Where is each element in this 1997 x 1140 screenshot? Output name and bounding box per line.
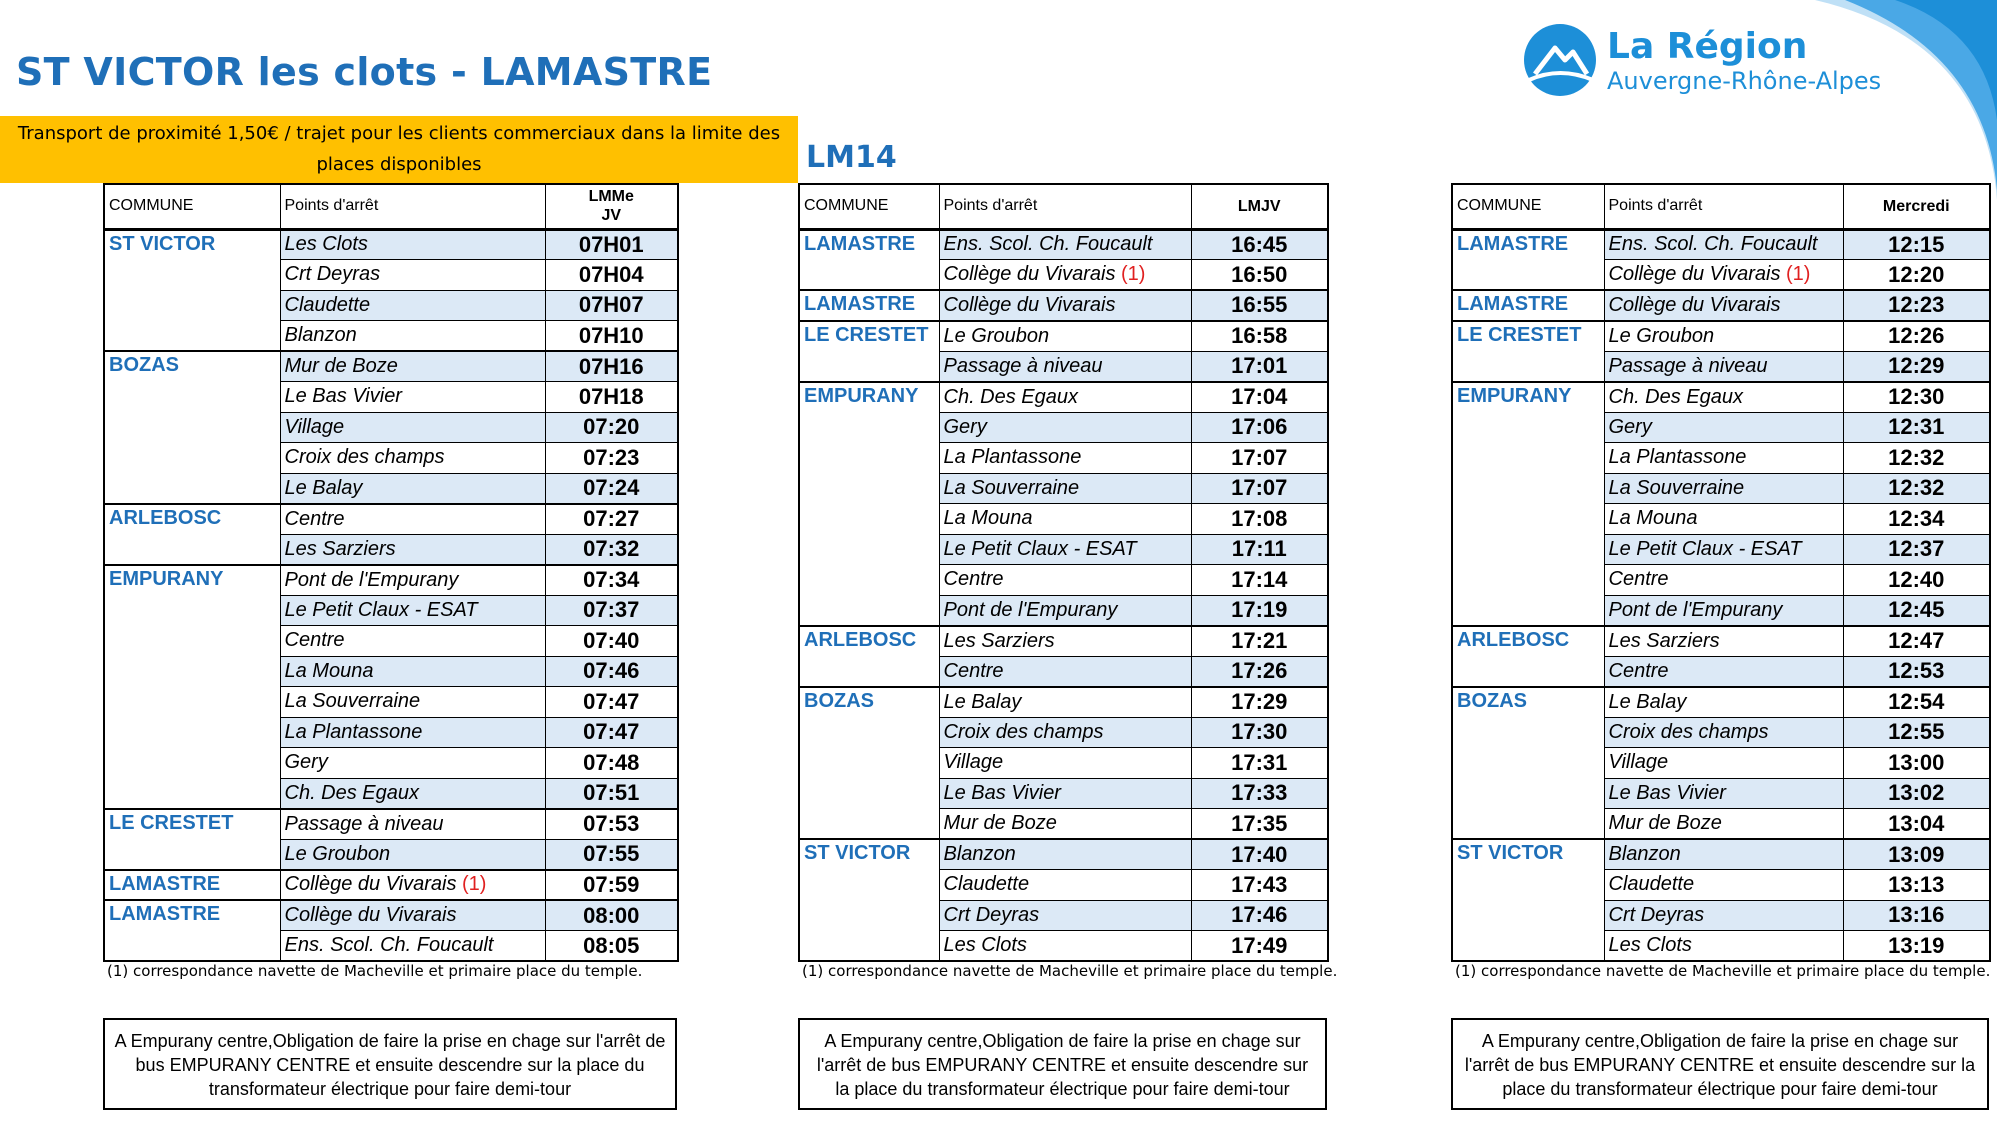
departure-time: 07:40 — [545, 626, 678, 657]
stop-label: Village — [1608, 751, 1669, 774]
stop-name — [1604, 260, 1843, 291]
departure-time: 17:06 — [1191, 412, 1328, 443]
table-row — [1452, 839, 1990, 870]
stop-name — [1604, 931, 1843, 962]
stop-label: Claudette — [284, 293, 371, 316]
stop-name — [939, 595, 1191, 626]
stop-label: Crt Deyras — [1608, 903, 1705, 926]
empurany-info-box-3: A Empurany centre,Obligation de faire la prise en chage sur l'arrêt de bus EMPURANY CENTRE et ensuite descendre sur la place du transformateur électrique pour faire demi-tour — [1451, 1018, 1989, 1110]
logo-text-name: Auvergne-Rhône-Alpes — [1607, 67, 1882, 95]
commune-cell: LE CRESTET — [1452, 321, 1604, 382]
stop-label: Les Sarziers — [284, 537, 396, 560]
stop-name — [939, 717, 1191, 748]
footnote-1: (1) correspondance navette de Macheville et primaire place du temple. — [107, 962, 643, 980]
stop-name — [1604, 809, 1843, 840]
stop-name — [280, 687, 545, 718]
stop-name — [1604, 748, 1843, 779]
header-stop: Points d'arrêt — [1604, 184, 1843, 229]
departure-time: 12:23 — [1843, 290, 1990, 321]
departure-time: 12:34 — [1843, 504, 1990, 535]
stop-name — [280, 534, 545, 565]
commune-cell: ST VICTOR — [1452, 839, 1604, 961]
stop-name — [1604, 473, 1843, 504]
stop-name — [939, 809, 1191, 840]
commune-cell: BOZAS — [799, 687, 939, 840]
departure-time: 07:59 — [545, 870, 678, 901]
commune-cell: LAMASTRE — [799, 290, 939, 321]
stop-label: Ch. Des Egaux — [943, 385, 1079, 408]
commune-cell: LAMASTRE — [1452, 229, 1604, 290]
stop-name — [939, 412, 1191, 443]
commune-cell: LAMASTRE — [799, 229, 939, 290]
departure-time: 07:47 — [545, 687, 678, 718]
stop-label: Le Balay — [1608, 690, 1687, 713]
stop-label: Croix des champs — [1608, 720, 1769, 743]
departure-time: 12:45 — [1843, 595, 1990, 626]
stop-name — [939, 351, 1191, 382]
stop-name — [939, 626, 1191, 657]
stop-label: Croix des champs — [943, 720, 1104, 743]
stop-name — [939, 260, 1191, 291]
stop-name — [280, 809, 545, 840]
departure-time: 12:54 — [1843, 687, 1990, 718]
stop-label: Les Sarziers — [1608, 629, 1720, 652]
stop-label: Pont de l'Empurany — [943, 598, 1118, 621]
stop-name — [939, 748, 1191, 779]
table-row — [799, 839, 1328, 870]
departure-time: 12:26 — [1843, 321, 1990, 352]
stop-label: Collège du Vivarais — [1608, 293, 1781, 316]
departure-time: 17:21 — [1191, 626, 1328, 657]
stop-label: Le Balay — [943, 690, 1022, 713]
stop-label: Les Clots — [284, 233, 368, 256]
departure-time: 07:34 — [545, 565, 678, 596]
departure-time: 07:51 — [545, 778, 678, 809]
departure-time: 17:43 — [1191, 870, 1328, 901]
stop-name — [280, 260, 545, 291]
departure-time: 12:20 — [1843, 260, 1990, 291]
table-header-row — [104, 184, 678, 229]
departure-time: 07H18 — [545, 382, 678, 413]
stop-name — [1604, 443, 1843, 474]
stop-name — [1604, 229, 1843, 260]
stop-label: Crt Deyras — [943, 903, 1040, 926]
stop-label: Collège du Vivarais — [943, 293, 1116, 316]
stop-name — [1604, 717, 1843, 748]
stop-name — [1604, 351, 1843, 382]
stop-name — [280, 443, 545, 474]
stop-label: La Plantassone — [284, 720, 423, 743]
stop-name — [280, 778, 545, 809]
stop-name — [939, 504, 1191, 535]
table-row — [799, 290, 1328, 321]
stop-name — [1604, 534, 1843, 565]
table-row — [104, 565, 678, 596]
stop-label: Centre — [1608, 659, 1669, 682]
header-days — [545, 184, 678, 229]
stop-label: Ch. Des Egaux — [1608, 385, 1744, 408]
departure-time: 13:13 — [1843, 870, 1990, 901]
stop-label: Collège du Vivarais — [284, 873, 457, 896]
stop-label: Le Bas Vivier — [284, 385, 402, 408]
line-code: LM14 — [806, 140, 897, 175]
table-row — [104, 229, 678, 260]
empurany-info-box-1: A Empurany centre,Obligation de faire la prise en chage sur l'arrêt de bus EMPURANY CENTRE et ensuite descendre sur la place du transformateur électrique pour faire demi-tour — [103, 1018, 677, 1110]
timetable-st-victor-lamastre — [103, 183, 679, 962]
stop-name — [1604, 778, 1843, 809]
stop-label: Pont de l'Empurany — [1608, 598, 1783, 621]
stop-label: Le Petit Claux - ESAT — [284, 598, 478, 621]
header-stop: Points d'arrêt — [939, 184, 1191, 229]
departure-time: 07:55 — [545, 839, 678, 870]
commune-cell: LAMASTRE — [1452, 290, 1604, 321]
stop-name — [939, 565, 1191, 596]
stop-label: Blanzon — [1608, 843, 1681, 865]
stop-name — [280, 717, 545, 748]
departure-time: 07:37 — [545, 595, 678, 626]
departure-time: 07:48 — [545, 748, 678, 779]
departure-time: 13:02 — [1843, 778, 1990, 809]
stop-name — [939, 778, 1191, 809]
departure-time: 17:19 — [1191, 595, 1328, 626]
stop-name — [280, 626, 545, 657]
departure-time: 17:14 — [1191, 565, 1328, 596]
stop-label: La Souverraine — [943, 476, 1080, 499]
timetable-lamastre-st-victor-lmjv — [798, 183, 1329, 962]
stop-name — [939, 900, 1191, 931]
departure-time: 16:50 — [1191, 260, 1328, 291]
stop-label: La Souverraine — [1608, 476, 1745, 499]
table-row — [1452, 321, 1990, 352]
stop-name — [280, 351, 545, 382]
stop-label: Le Groubon — [943, 324, 1050, 347]
stop-label: Passage à niveau — [943, 354, 1103, 377]
stop-name — [280, 473, 545, 504]
departure-time: 07H16 — [545, 351, 678, 382]
stop-name — [1604, 382, 1843, 413]
stop-label: Mur de Boze — [943, 812, 1057, 834]
stop-label: Les Clots — [1608, 934, 1692, 956]
commune-cell: BOZAS — [1452, 687, 1604, 840]
stop-name — [1604, 870, 1843, 901]
logo-text-region: La Région — [1607, 26, 1808, 67]
departure-time: 13:04 — [1843, 809, 1990, 840]
departure-time: 07:53 — [545, 809, 678, 840]
stop-name — [280, 382, 545, 413]
stop-label: La Mouna — [1608, 507, 1698, 530]
commune-cell: ARLEBOSC — [1452, 626, 1604, 687]
stop-name — [280, 290, 545, 321]
stop-name — [1604, 321, 1843, 352]
stop-label: Claudette — [943, 873, 1030, 896]
stop-name — [1604, 656, 1843, 687]
header-days-line2: JV — [601, 207, 622, 225]
table-header-row — [1452, 184, 1990, 229]
table-header-row — [799, 184, 1328, 229]
stop-label: Ch. Des Egaux — [284, 781, 420, 804]
stop-name — [939, 321, 1191, 352]
stop-name — [280, 595, 545, 626]
fare-notice: Transport de proximité 1,50€ / trajet pour les clients commerciaux dans la limite des places disponibles — [0, 116, 798, 183]
departure-time: 07H04 — [545, 260, 678, 291]
departure-time: 12:47 — [1843, 626, 1990, 657]
departure-time: 17:08 — [1191, 504, 1328, 535]
commune-cell: EMPURANY — [104, 565, 280, 809]
header-days — [1191, 184, 1328, 229]
stop-label: Village — [284, 415, 345, 438]
stop-label: Croix des champs — [284, 446, 445, 469]
stop-label: Collège du Vivarais — [943, 263, 1116, 285]
table-row — [1452, 229, 1990, 260]
commune-cell: ST VICTOR — [104, 229, 280, 351]
commune-cell: EMPURANY — [1452, 382, 1604, 626]
table-row — [104, 900, 678, 931]
commune-cell: ST VICTOR — [799, 839, 939, 961]
departure-time: 16:45 — [1191, 229, 1328, 260]
stop-name — [939, 656, 1191, 687]
stop-name — [1604, 595, 1843, 626]
header-commune: COMMUNE — [1452, 184, 1604, 229]
stop-label: Ens. Scol. Ch. Foucault — [284, 934, 494, 956]
stop-name — [939, 229, 1191, 260]
departure-time: 13:16 — [1843, 900, 1990, 931]
stop-label: Pont de l'Empurany — [284, 568, 459, 591]
header-commune: COMMUNE — [104, 184, 280, 229]
stop-name — [939, 473, 1191, 504]
stop-label: Le Petit Claux - ESAT — [943, 537, 1137, 560]
departure-time: 12:32 — [1843, 473, 1990, 504]
stop-label: Mur de Boze — [1608, 812, 1722, 834]
table-row — [1452, 687, 1990, 718]
table-row — [104, 809, 678, 840]
stop-label: Centre — [1608, 568, 1669, 591]
table-row — [799, 321, 1328, 352]
commune-cell: LAMASTRE — [104, 870, 280, 901]
stop-note: (1) — [462, 873, 487, 896]
stop-note: (1) — [1121, 263, 1146, 285]
stop-name — [1604, 565, 1843, 596]
departure-time: 07:32 — [545, 534, 678, 565]
commune-cell: LE CRESTET — [799, 321, 939, 382]
stop-label: Passage à niveau — [284, 812, 444, 835]
departure-time: 17:35 — [1191, 809, 1328, 840]
departure-time: 08:05 — [545, 931, 678, 962]
departure-time: 07H01 — [545, 229, 678, 260]
departure-time: 17:29 — [1191, 687, 1328, 718]
departure-time: 08:00 — [545, 900, 678, 931]
header-days-line1: LMJV — [1237, 197, 1281, 215]
stop-name — [1604, 626, 1843, 657]
departure-time: 12:40 — [1843, 565, 1990, 596]
stop-label: Le Balay — [284, 476, 363, 499]
page-title: ST VICTOR les clots - LAMASTRE — [16, 50, 713, 94]
stop-label: Les Clots — [943, 934, 1027, 956]
commune-cell: EMPURANY — [799, 382, 939, 626]
header-days-line1: LMMe — [588, 188, 634, 206]
departure-time: 17:07 — [1191, 443, 1328, 474]
stop-label: Le Bas Vivier — [1608, 781, 1726, 804]
departure-time: 07:20 — [545, 412, 678, 443]
departure-time: 07:46 — [545, 656, 678, 687]
stop-label: Collège du Vivarais — [1608, 263, 1781, 285]
stop-note: (1) — [1786, 263, 1811, 285]
departure-time: 17:49 — [1191, 931, 1328, 962]
departure-time: 17:04 — [1191, 382, 1328, 413]
stop-name — [1604, 687, 1843, 718]
stop-name — [280, 900, 545, 931]
stop-label: Le Petit Claux - ESAT — [1608, 537, 1802, 560]
stop-label: Gery — [284, 751, 328, 774]
stop-label: Ens. Scol. Ch. Foucault — [1608, 233, 1818, 256]
departure-time: 12:15 — [1843, 229, 1990, 260]
stop-label: La Mouna — [284, 659, 374, 682]
departure-time: 17:40 — [1191, 839, 1328, 870]
departure-time: 12:37 — [1843, 534, 1990, 565]
stop-label: Collège du Vivarais — [284, 904, 457, 926]
table-row — [799, 382, 1328, 413]
table-row — [104, 870, 678, 901]
table-row — [1452, 382, 1990, 413]
departure-time: 07:24 — [545, 473, 678, 504]
stop-label: Centre — [284, 507, 345, 530]
stop-name — [939, 290, 1191, 321]
stop-label: La Souverraine — [284, 690, 421, 713]
stop-label: Centre — [284, 629, 345, 652]
header-commune: COMMUNE — [799, 184, 939, 229]
empurany-info-box-2: A Empurany centre,Obligation de faire la prise en chage sur l'arrêt de bus EMPURANY CENTRE et ensuite descendre sur la place du transformateur électrique pour faire demi-tour — [798, 1018, 1327, 1110]
commune-cell: LAMASTRE — [104, 900, 280, 961]
stop-label: Le Groubon — [1608, 324, 1715, 347]
stop-label: Les Sarziers — [943, 629, 1055, 652]
header-days-line1: Mercredi — [1882, 197, 1950, 215]
departure-time: 17:30 — [1191, 717, 1328, 748]
stop-label: Blanzon — [284, 324, 357, 346]
table-row — [104, 351, 678, 382]
stop-name — [939, 443, 1191, 474]
table-row — [1452, 290, 1990, 321]
stop-name — [280, 748, 545, 779]
stop-name — [939, 534, 1191, 565]
stop-label: Centre — [943, 659, 1004, 682]
departure-time: 07:47 — [545, 717, 678, 748]
departure-time: 16:55 — [1191, 290, 1328, 321]
departure-time: 13:09 — [1843, 839, 1990, 870]
stop-label: Claudette — [1608, 873, 1695, 896]
departure-time: 16:58 — [1191, 321, 1328, 352]
stop-label: Passage à niveau — [1608, 354, 1768, 377]
departure-time: 12:55 — [1843, 717, 1990, 748]
departure-time: 12:30 — [1843, 382, 1990, 413]
departure-time: 17:01 — [1191, 351, 1328, 382]
departure-time: 17:46 — [1191, 900, 1328, 931]
departure-time: 17:33 — [1191, 778, 1328, 809]
timetable-lamastre-st-victor-mercredi — [1451, 183, 1991, 962]
stop-name — [939, 870, 1191, 901]
stop-name — [1604, 839, 1843, 870]
stop-label: La Plantassone — [1608, 446, 1747, 469]
stop-name — [280, 565, 545, 596]
departure-time: 17:31 — [1191, 748, 1328, 779]
table-row — [799, 229, 1328, 260]
stop-name — [1604, 900, 1843, 931]
table-row — [104, 504, 678, 535]
departure-time: 12:29 — [1843, 351, 1990, 382]
stop-name — [280, 504, 545, 535]
stop-label: La Mouna — [943, 507, 1033, 530]
stop-name — [280, 229, 545, 260]
departure-time: 12:53 — [1843, 656, 1990, 687]
stop-name — [1604, 504, 1843, 535]
departure-time: 13:00 — [1843, 748, 1990, 779]
stop-name — [939, 687, 1191, 718]
stop-label: Village — [943, 751, 1004, 774]
departure-time: 13:19 — [1843, 931, 1990, 962]
departure-time: 12:32 — [1843, 443, 1990, 474]
table-row — [799, 626, 1328, 657]
departure-time: 17:07 — [1191, 473, 1328, 504]
footnote-2: (1) correspondance navette de Macheville et primaire place du temple. — [802, 962, 1338, 980]
departure-time: 17:11 — [1191, 534, 1328, 565]
footnote-3: (1) correspondance navette de Macheville et primaire place du temple. — [1455, 962, 1991, 980]
header-days — [1843, 184, 1990, 229]
commune-cell: ARLEBOSC — [799, 626, 939, 687]
stop-name — [1604, 412, 1843, 443]
stop-label: Mur de Boze — [284, 355, 398, 377]
departure-time: 07:23 — [545, 443, 678, 474]
departure-time: 07:27 — [545, 504, 678, 535]
commune-cell: ARLEBOSC — [104, 504, 280, 565]
departure-time: 07H10 — [545, 321, 678, 352]
commune-cell: BOZAS — [104, 351, 280, 504]
stop-name — [280, 412, 545, 443]
stop-name — [280, 656, 545, 687]
header-stop: Points d'arrêt — [280, 184, 545, 229]
stop-label: La Plantassone — [943, 446, 1082, 469]
stop-name — [939, 931, 1191, 962]
stop-name — [939, 382, 1191, 413]
stop-name — [280, 931, 545, 962]
stop-name — [280, 870, 545, 901]
stop-label: Gery — [1608, 415, 1652, 438]
stop-label: Ens. Scol. Ch. Foucault — [943, 233, 1153, 256]
stop-label: Gery — [943, 415, 987, 438]
table-row — [799, 687, 1328, 718]
stop-name — [939, 839, 1191, 870]
stop-name — [280, 839, 545, 870]
departure-time: 07H07 — [545, 290, 678, 321]
table-row — [1452, 626, 1990, 657]
commune-cell: LE CRESTET — [104, 809, 280, 870]
stop-name — [280, 321, 545, 352]
departure-time: 17:26 — [1191, 656, 1328, 687]
stop-label: Centre — [943, 568, 1004, 591]
stop-label: Le Groubon — [284, 842, 391, 865]
stop-label: Le Bas Vivier — [943, 781, 1061, 804]
departure-time: 12:31 — [1843, 412, 1990, 443]
stop-label: Crt Deyras — [284, 263, 381, 286]
stop-label: Blanzon — [943, 843, 1016, 865]
stop-name — [1604, 290, 1843, 321]
